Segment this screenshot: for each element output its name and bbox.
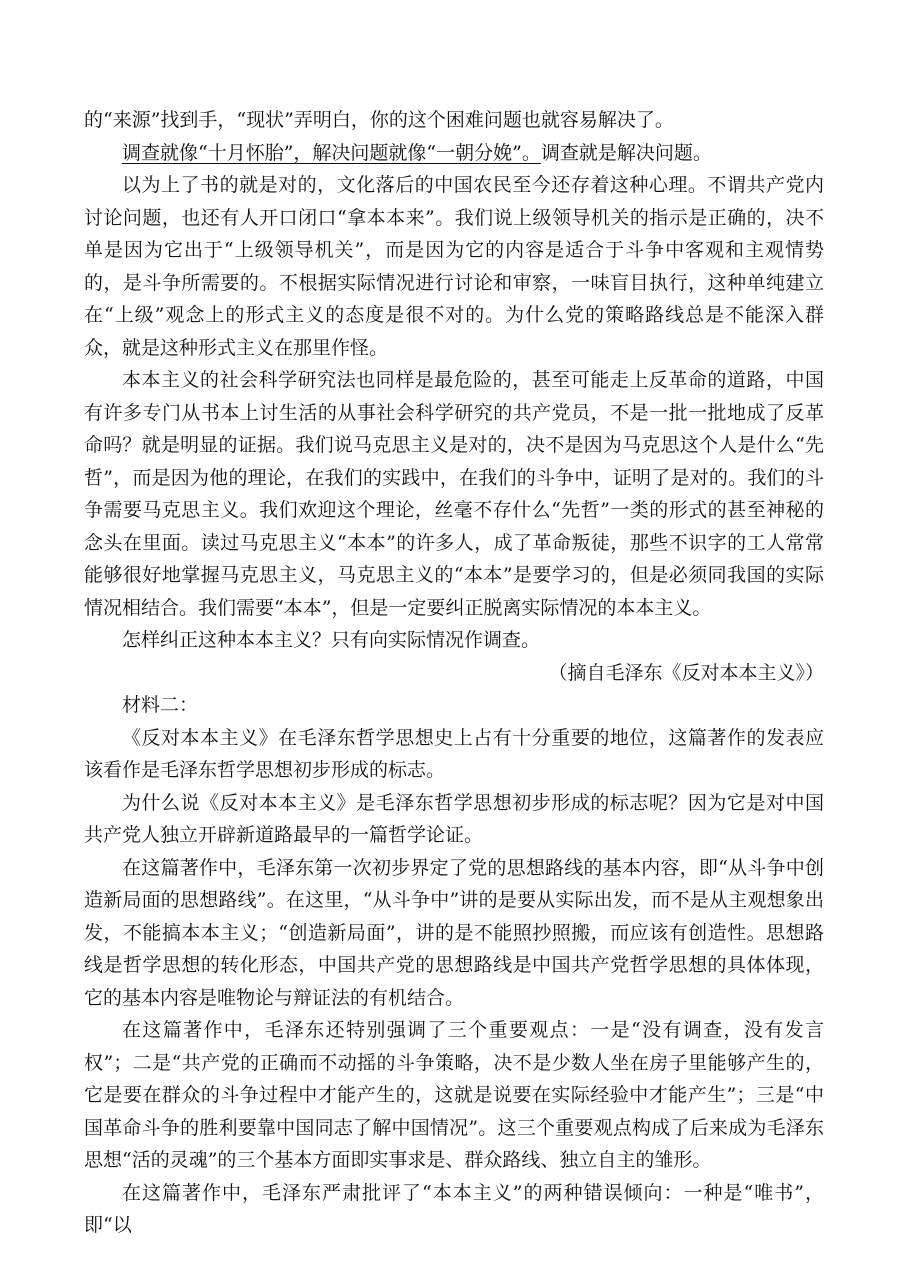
paragraph-material2-4: 在这篇著作中，毛泽东还特别强调了三个重要观点：一是“没有调查，没有发言权”；二是“共产党的正确而不动摇的斗争策略，决不是少数人坐在房子里能够产生的，它是要在群众的斗争过程中才能产生的，这就是说要在实际经验中才能产生”；三是“中国革命斗争的胜利要靠中国同志了解中国情况”。这三个重要观点构成了后来成为毛泽东思想“活的灵魂”的三个基本方面即实事求是、群众路线、独立自主的雏形。 xyxy=(84,1019,824,1171)
paragraph-material2-2: 为什么说《反对本本主义》是毛泽东哲学思想初步形成的标志呢？因为它是对中国共产党人独立开辟新道路最早的一篇哲学论证。 xyxy=(84,791,824,846)
paragraph-material2-3: 在这篇著作中，毛泽东第一次初步界定了党的思想路线的基本内容，即“从斗争中创造新局面的思想路线”。在这里，“从斗争中”讲的是要从实际出发，而不是从主观想象出发，不能搞本本主义；“创造新局面”，讲的是不能照抄照搬，而应该有创造性。思想路线是哲学思想的转化形态，中国共产党的思想路线是中国共产党哲学思想的具体体现，它的基本内容是唯物论与辩证法的有机结合。 xyxy=(84,856,824,1009)
source-citation: （摘自毛泽东《反对本本主义》） xyxy=(548,661,824,684)
underlined-sentence: 调查就像“十月怀胎”，解决问题就像“一朝分娩”。 xyxy=(122,141,541,164)
paragraph-correction: 怎样纠正这种本本主义？只有向实际情况作调查。 xyxy=(122,629,541,651)
paragraph-books: 以为上了书的就是对的，文化落后的中国农民至今还存着这种心理。不谓共产党内讨论问题，也还有人开口闭口“拿本本来”。我们说上级领导机关的指示是正确的，决不单是因为它出于“上级领导机关”，而是因为它的内容是适合于斗争中客观和主观情势的，是斗争所需要的。不根据实际情况进行讨论和审察，一味盲目执行，这种单纯建立在“上级”观念上的形式主义的态度是很不对的。为什么党的策略路线总是不能深入群众，就是这种形式主义在那里作怪。 xyxy=(84,174,824,359)
paragraph-material2-1: 《反对本本主义》在毛泽东哲学思想史上占有十分重要的地位，这篇著作的发表应该看作是毛泽东哲学思想初步形成的标志。 xyxy=(84,726,824,781)
paragraph-book-worship: 本本主义的社会科学研究法也同样是最危险的，甚至可能走上反革命的道路，中国有许多专门从书本上讨生活的从事社会科学研究的共产党员，不是一批一批地成了反革命吗？就是明显的证据。我们说马克思主义是对的，决不是因为马克思这个人是什么“先哲”，而是因为他的理论，在我们的实践中，在我们的斗争中，证明了是对的。我们的斗争需要马克思主义。我们欢迎这个理论，丝毫不存什么“先哲”一类的形式的甚至神秘的念头在里面。读过马克思主义“本本”的许多人，成了革命叛徒，那些不识字的工人常常能够很好地掌握马克思主义，马克思主义的“本本”是要学习的，但是必须同我国的实际情况相结合。我们需要“本本”，但是一定要纠正脱离实际情况的本本主义。 xyxy=(84,369,824,619)
sentence-tail: 调查就是解决问题。 xyxy=(540,141,712,164)
paragraph-continuation: 的“来源”找到手，“现状”弄明白，你的这个困难问题也就容易解决了。 xyxy=(84,109,674,131)
document-page xyxy=(84,104,824,1242)
material-label: 材料二： xyxy=(122,694,199,716)
paragraph-material2-5: 在这篇著作中，毛泽东严肃批评了“本本主义”的两种错误倾向：一种是“唯书”，即“以 xyxy=(84,1181,824,1236)
paragraph-investigation xyxy=(84,137,824,170)
